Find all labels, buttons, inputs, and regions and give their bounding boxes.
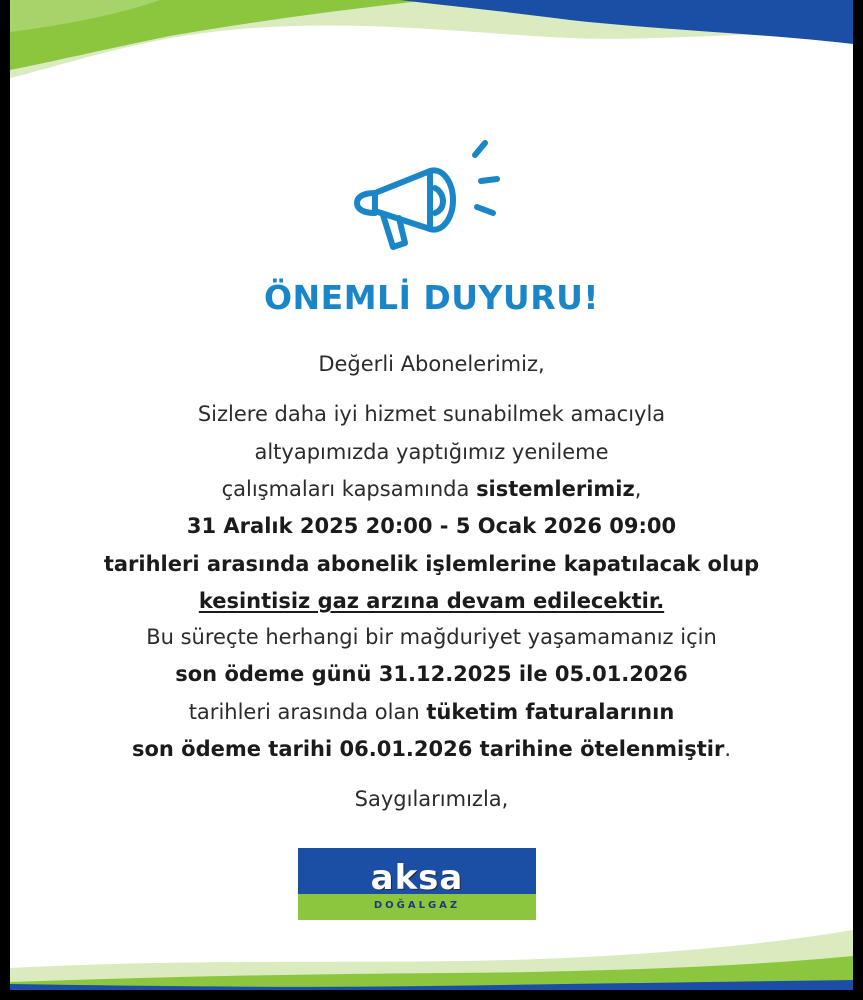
announcement-page xyxy=(10,0,853,990)
date-range-text: 31 Aralık 2025 20:00 - 5 Ocak 2026 09:00 xyxy=(186,514,677,538)
due-date-range-text: son ödeme günü 31.12.2025 ile 05.01.2026 xyxy=(175,662,688,686)
gas-supply-text: kesintisiz gaz arzına devam edilecektir. xyxy=(198,589,665,613)
new-due-date-text: son ödeme tarihi 06.01.2026 tarihine ötelenmiştir xyxy=(131,737,725,761)
page-title: ÖNEMLİ DUYURU! xyxy=(264,278,599,317)
body-line-7: Bu süreçte herhangi bir mağduriyet yaşamamanız için xyxy=(146,625,717,649)
body-line-3-suffix: , xyxy=(634,477,642,501)
body-line-3-prefix: çalışmaları kapsamında xyxy=(221,477,477,501)
closure-text: tarihleri arasında abonelik işlemlerine kapatılacak olup xyxy=(103,552,760,576)
top-wave-decoration xyxy=(10,0,853,100)
megaphone-icon xyxy=(335,133,510,258)
logo-wordmark: aksa xyxy=(370,858,464,898)
body-line-1: Sizlere daha iyi hizmet sunabilmek amacıyla xyxy=(197,402,666,426)
body-line-9 xyxy=(10,700,853,724)
bottom-wave-decoration xyxy=(10,910,853,990)
body-line-6 xyxy=(10,589,853,613)
body-line-3-bold: sistemlerimiz xyxy=(476,477,635,501)
body-line-10-suffix: . xyxy=(724,737,732,761)
logo-subtitle: DOĞALGAZ xyxy=(373,900,461,911)
body-line-2: altyapımızda yaptığımız yenileme xyxy=(254,440,609,464)
body-line-5 xyxy=(10,552,853,576)
body-line-10 xyxy=(10,737,853,761)
body-line-3 xyxy=(10,477,853,501)
closing-text: Saygılarımızla, xyxy=(354,787,509,811)
body-line-4 xyxy=(10,514,853,538)
greeting-text: Değerli Abonelerimiz, xyxy=(318,352,545,376)
body-line-8 xyxy=(10,662,853,686)
body-line-9-prefix: tarihleri arasında olan xyxy=(188,700,427,724)
body-line-9-bold: tüketim faturalarının xyxy=(426,700,675,724)
